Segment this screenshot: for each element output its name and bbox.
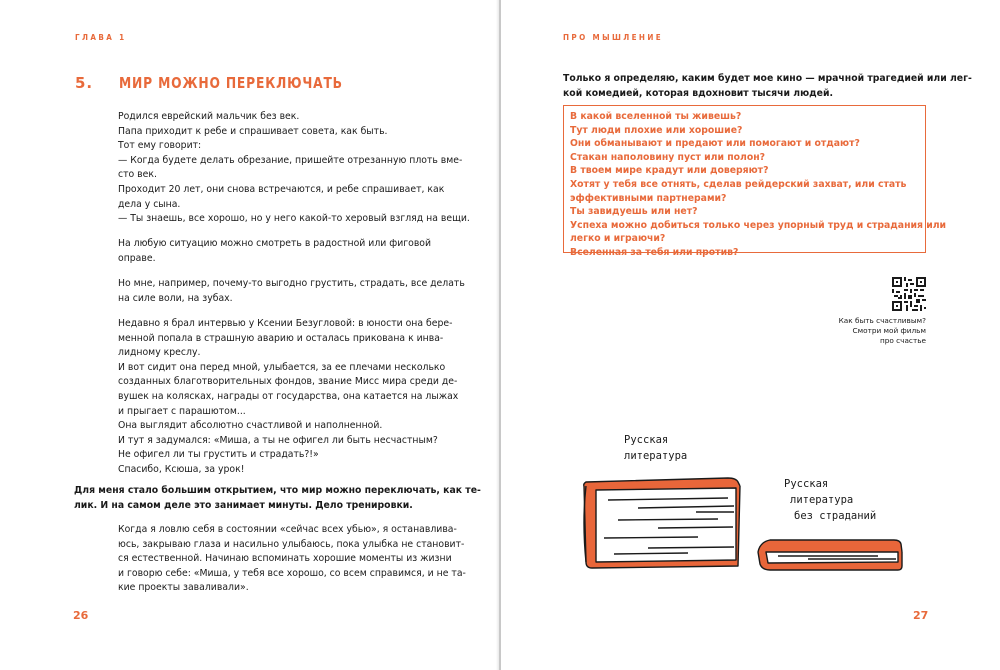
question-line: Хотят у тебя все отнять, сделав рейдерский захват, или стать [570,178,907,190]
question-line: Тут люди плохие или хорошие? [570,124,743,136]
paragraph-line: И вот сидит она перед мной, улыбается, за ее плечами несколько [118,361,446,373]
story-line: Папа приходит к ребе и спрашивает совета, как быть. [118,125,388,137]
question-line: В твоем мире крадут или доверяют? [570,165,769,177]
qr-caption-line: Как быть счастливым? [838,316,926,325]
story-line: сто век. [118,169,157,181]
questions-box [563,105,947,258]
paragraph-line: На любую ситуацию можно смотреть в радостной или фиговой [118,238,432,249]
big-book-label [624,432,687,464]
paragraph-line: Но мне, например, почему-то выгодно грустить, страдать, все делать [118,278,465,289]
paragraph-line: И тут я задумался: «Миша, а ты не офигел ли быть несчастным? [118,434,438,446]
paragraph-line: Она выглядит абсолютно счастливой и наполненной. [118,420,383,432]
small-book-drawing [758,540,902,570]
paragraph-line: кие проекты заваливали». [118,582,249,594]
page-gutter [499,0,501,670]
paragraph-line: и говорю себе: «Миша, у тебя все хорошо, со всем справимся, и не та- [118,567,466,579]
story-line: Проходит 20 лет, они снова встречаются, и ребе спрашивает, как [118,183,445,195]
qr-code-icon[interactable] [892,277,926,311]
paragraph-line: ся естественной. Начинаю вспоминать хорошие моменты из жизни [118,553,452,565]
bold-line: лик. И на самом деле это занимает минуты. Дело тренировки. [74,499,413,511]
paragraph-line: лидному креслу. [118,347,201,359]
paragraph-line: юсь, закрываю глаза и насильно улыбаюсь, пока улыбка не становит- [118,538,465,550]
question-line: Ты завидуешь или нет? [570,206,698,218]
running-head-right: ПРО МЫШЛЕНИЕ [563,33,664,42]
paragraph-4 [118,317,458,478]
question-line: В какой вселенной ты живешь? [570,111,742,122]
big-book-label-line: Русская [624,434,669,446]
paragraph-line: на силе воли, на зубах. [118,292,233,304]
paragraph-3 [118,277,465,306]
paragraph-line: и прыгает с парашютом... [118,405,246,417]
story-line: Тот ему говорит: [118,140,202,152]
bold-callout [74,484,481,513]
paragraph-line: Когда я ловлю себя в состоянии «сейчас всех убью», я останавлива- [118,524,457,535]
chapter-title: МИР МОЖНО ПЕРЕКЛЮЧАТЬ [119,74,343,92]
question-line: Стакан наполовину пуст или полон? [570,151,766,163]
big-book-drawing [584,478,740,568]
question-line: легко и играючи? [570,233,666,245]
small-book-label-line: Русская [784,478,829,490]
page-number-right: 27 [913,609,929,622]
intro-paragraph [563,72,972,101]
story-line: — Ты знаешь, все хорошо, но у него какой-то херовый взгляд на вещи. [118,213,470,225]
big-book-label-line: литература [624,450,688,462]
question-line: Успеха можно добиться только через упорный труд и страдания или [570,219,947,231]
intro-line: кой комедией, которая вдохновит тысячи людей. [563,87,833,99]
small-book-label-line: литература [790,494,854,506]
paragraph-line: Спасибо, Ксюша, за урок! [118,463,245,475]
page-number-left: 26 [73,609,89,622]
story-line: дела у сына. [118,198,181,210]
intro-line: Только я определяю, каким будет мое кино — мрачной трагедией или лег- [563,73,972,84]
question-line: Вселенная за тебя или против? [570,246,739,258]
story-paragraph [118,110,470,227]
qr-caption-line: про счастье [879,336,926,345]
question-line: эффективными партнерами? [570,192,727,204]
paragraph-line: созданных благотворительных фондов, звание Мисс мира среди де- [118,376,458,388]
paragraph-line: Недавно я брал интервью у Ксении Безугловой: в юности она бере- [118,318,453,329]
story-line: Родился еврейский мальчик без век. [118,111,300,122]
paragraph-line: оправе. [118,252,156,264]
paragraph-line: вушек на колясках, награды от государства, она катается на лыжах [118,390,459,402]
books-illustration [578,462,918,574]
paragraph-line: менной попала в страшную аварию и осталась прикована к инва- [118,332,444,344]
qr-caption-line: Смотри мой фильм [852,326,926,335]
qr-caption [826,316,926,346]
question-line: Они обманывают и предают или помогают и отдают? [570,138,860,150]
running-head-left: ГЛАВА 1 [75,33,127,42]
last-paragraph [118,523,466,596]
paragraph-line: Не офигел ли ты грустить и страдать?!» [118,449,319,461]
chapter-number: 5. [75,74,94,92]
paragraph-2 [118,237,431,266]
bold-line: Для меня стало большим открытием, что мир можно переключать, как те- [74,485,481,496]
story-line: — Когда будете делать обрезание, пришейте отрезанную плоть вме- [118,154,463,166]
small-book-label-line: без страданий [794,510,877,522]
